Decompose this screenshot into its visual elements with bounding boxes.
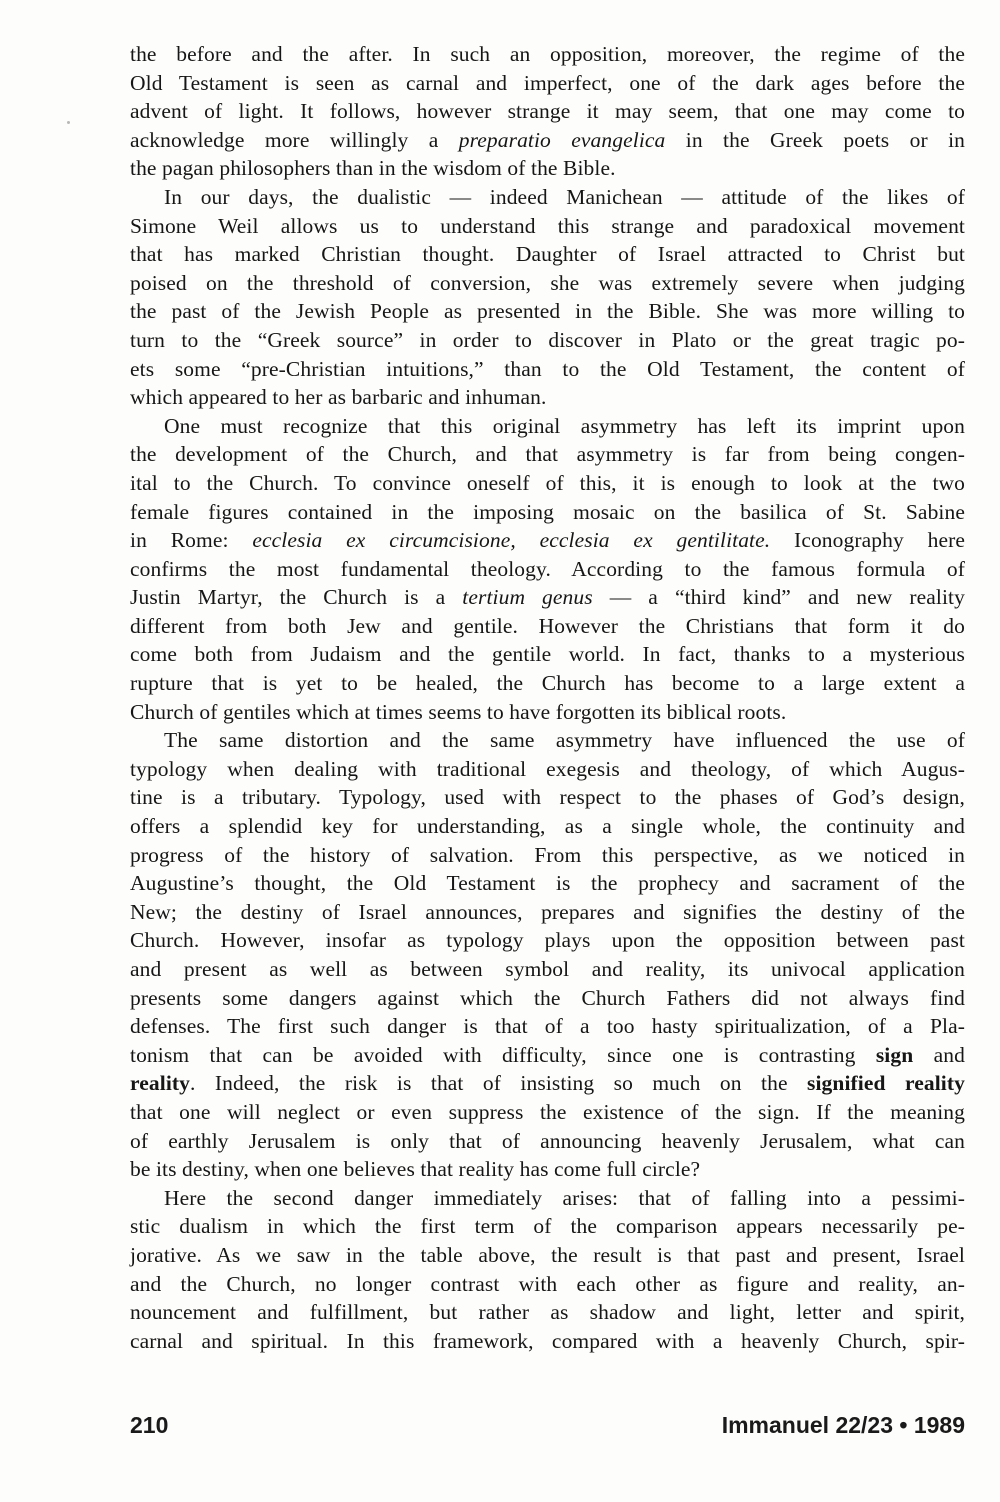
body-text: be its destiny, when one believes that reality has come full circle? <box>130 1157 701 1182</box>
body-text: and present as well as between symbol and reality, its univocal application <box>130 957 965 981</box>
journal-citation: Immanuel 22/23 • 1989 <box>721 1412 965 1438</box>
body-text: offers a splendid key for understanding, as a single whole, the continuity and <box>130 814 965 839</box>
italic-text: tertium genus <box>462 585 593 610</box>
body-text: Augustine’s thought, the Old Testament is the prophecy and sacrament of the <box>130 871 965 896</box>
body-text: nouncement and fulfillment, but rather as shadow and light, letter and spirit, <box>130 1300 965 1325</box>
text-line <box>130 69 965 98</box>
text-line <box>130 640 965 669</box>
body-text: tonism that can be avoided with difficulty, since one is contrasting <box>130 1042 876 1067</box>
text-line <box>130 869 965 898</box>
body-text: The same distortion and the same asymmetry have influenced the use of <box>164 728 965 753</box>
text-line <box>130 97 965 126</box>
text-line <box>130 526 965 555</box>
italic-text: preparatio evangelica <box>458 127 666 152</box>
body-text: in Rome: <box>130 528 253 553</box>
text-line <box>130 40 965 69</box>
text-line <box>130 212 965 241</box>
body-text: Old Testament is seen as carnal and imperfect, one of the dark ages before the <box>130 70 965 95</box>
bold-text: signified reality <box>807 1071 965 1096</box>
body-text: presents some dangers against which the Church Fathers did not always find <box>130 985 965 1010</box>
body-text: Iconography here <box>770 528 965 553</box>
text-line <box>130 1127 965 1156</box>
text-line <box>130 1041 965 1070</box>
body-text: Justin Martyr, the Church is a <box>130 585 463 610</box>
text-line <box>130 755 965 784</box>
body-text: carnal and spiritual. In this framework, compared with a heavenly Church, spir- <box>130 1328 965 1353</box>
body-text: and <box>913 1042 965 1067</box>
text-line <box>130 240 965 269</box>
text-line <box>130 183 965 212</box>
text-line <box>130 1270 965 1299</box>
text-line <box>130 698 965 727</box>
body-text: confirms the most fundamental theology. According to the famous formula of <box>130 556 965 581</box>
page-number: 210 <box>130 1412 169 1438</box>
text-line <box>130 1212 965 1241</box>
body-text: that has marked Christian thought. Daughter of Israel attracted to Christ but <box>130 242 965 267</box>
body-text: tine is a tributary. Typology, used with respect to the phases of God’s design, <box>130 785 965 810</box>
text-line <box>130 583 965 612</box>
body-text: Simone Weil allows us to understand this strange and paradoxical movement <box>130 213 965 238</box>
text-line <box>130 126 965 155</box>
body-text: poised on the threshold of conversion, she was extremely severe when judging <box>130 270 965 295</box>
text-line <box>130 269 965 298</box>
body-text: One must recognize that this original asymmetry has left its imprint upon <box>164 413 965 438</box>
body-text: that one will neglect or even suppress the existence of the sign. If the meaning <box>130 1099 965 1124</box>
text-line <box>130 1098 965 1127</box>
body-text: the development of the Church, and that asymmetry is far from being congen- <box>130 442 965 467</box>
bold-text: sign <box>875 1042 914 1067</box>
body-text: female figures contained in the imposing mosaic on the basilica of St. Sabine <box>130 499 965 524</box>
body-text: turn to the “Greek source” in order to discover in Plato or the great tragic po- <box>130 327 965 352</box>
body-text: rupture that is yet to be healed, the Church has become to a large extent a <box>130 671 965 696</box>
body-text: . Indeed, the risk is that of insisting so much on the <box>190 1071 808 1096</box>
body-text: come both from Judaism and the gentile world. In fact, thanks to a mysterious <box>130 642 965 667</box>
body-text: ital to the Church. To convince oneself of this, it is enough to look at the two <box>130 470 965 495</box>
italic-text: ecclesia ex circumcisione, ecclesia ex gentilitate. <box>252 528 771 553</box>
text-line <box>130 469 965 498</box>
text-line <box>130 984 965 1013</box>
text-block <box>130 40 965 1355</box>
body-text: Church. However, insofar as typology plays upon the opposition between past <box>130 928 965 953</box>
body-text: ets some “pre-Christian intuitions,” than to the Old Testament, the content of <box>130 356 965 381</box>
text-line <box>130 412 965 441</box>
body-text: progress of the history of salvation. From this perspective, as we noticed in <box>130 842 965 867</box>
text-line <box>130 669 965 698</box>
text-line <box>130 1327 965 1356</box>
text-line <box>130 1012 965 1041</box>
text-line <box>130 1298 965 1327</box>
body-text: Church of gentiles which at times seems to have forgotten its biblical roots. <box>130 699 787 724</box>
body-text: stic dualism in which the first term of the comparison appears necessarily pe- <box>130 1214 965 1239</box>
text-line <box>130 926 965 955</box>
text-line <box>130 1241 965 1270</box>
text-line <box>130 812 965 841</box>
text-line <box>130 555 965 584</box>
body-text: the pagan philosophers than in the wisdom of the Bible. <box>130 156 616 181</box>
body-text: New; the destiny of Israel announces, prepares and signifies the destiny of the <box>130 899 965 924</box>
text-line <box>130 383 965 412</box>
body-text: advent of light. It follows, however strange it may seem, that one may come to <box>130 99 965 124</box>
body-text: and the Church, no longer contrast with each other as figure and reality, an- <box>130 1271 965 1296</box>
text-line <box>130 783 965 812</box>
text-line <box>130 355 965 384</box>
body-text: in the Greek poets or in <box>665 127 965 152</box>
text-line <box>130 1184 965 1213</box>
body-text: Here the second danger immediately arises: that of falling into a pessimi- <box>164 1185 965 1210</box>
text-line <box>130 726 965 755</box>
body-text: which appeared to her as barbaric and inhuman. <box>130 385 547 410</box>
body-text: of earthly Jerusalem is only that of announcing heavenly Jerusalem, what can <box>130 1128 965 1153</box>
body-text: the before and the after. In such an opposition, moreover, the regime of the <box>130 42 965 66</box>
text-line <box>130 326 965 355</box>
scan-speck <box>67 121 70 124</box>
body-text: different from both Jew and gentile. However the Christians that form it do <box>130 613 965 638</box>
body-text: the past of the Jewish People as presented in the Bible. She was more willing to <box>130 299 965 324</box>
text-line <box>130 440 965 469</box>
body-text: typology when dealing with traditional exegesis and theology, of which Augus- <box>130 756 965 781</box>
text-line <box>130 841 965 870</box>
body-text: In our days, the dualistic — indeed Manichean — attitude of the likes of <box>164 184 965 209</box>
body-text: jorative. As we saw in the table above, the result is that past and present, Israel <box>130 1242 965 1267</box>
text-line <box>130 154 965 183</box>
body-text: defenses. The first such danger is that of a too hasty spiritualization, of a Pla- <box>130 1014 965 1039</box>
text-line <box>130 955 965 984</box>
page-footer <box>130 1412 965 1439</box>
text-line <box>130 1155 965 1184</box>
body-text: — a “third kind” and new reality <box>592 585 965 610</box>
text-line <box>130 898 965 927</box>
text-line <box>130 297 965 326</box>
bold-text: reality <box>130 1071 191 1096</box>
body-text: acknowledge more willingly a <box>130 127 459 152</box>
text-line <box>130 1069 965 1098</box>
text-line <box>130 498 965 527</box>
text-line <box>130 612 965 641</box>
